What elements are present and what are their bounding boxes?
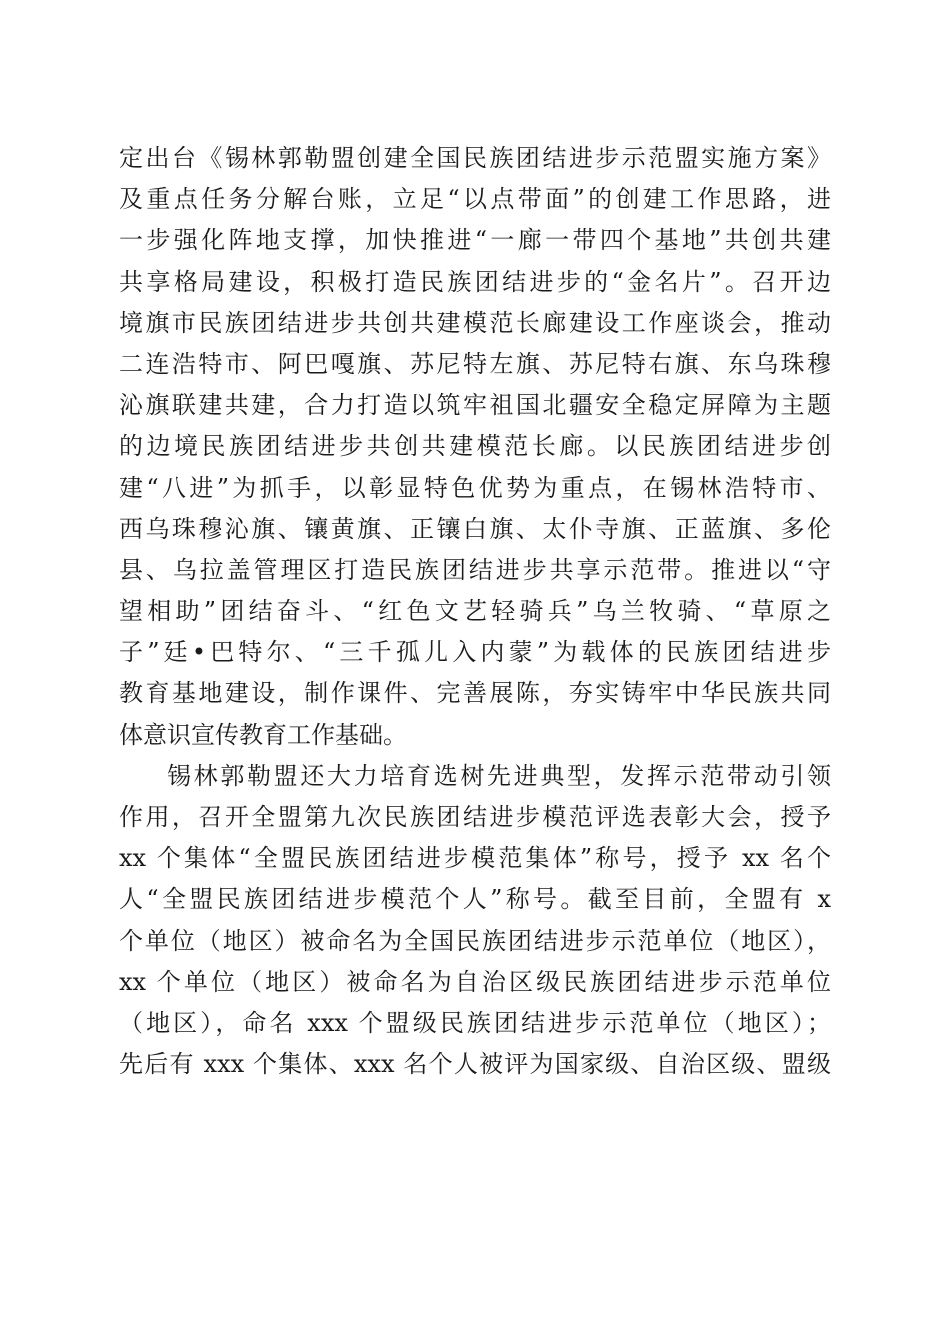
text-line: 沁旗联建共建，合力打造以筑牢祖国北疆安全稳定屏障为主题 <box>119 391 831 420</box>
paragraph-2 <box>119 756 831 1086</box>
text-line: 建“八进”为抓手，以彰显特色优势为重点，在锡林浩特市、 <box>119 473 831 502</box>
text-line: 子”廷•巴特尔、“三千孤儿入内蒙”为载体的民族团结进步 <box>119 638 831 667</box>
text-line: 锡林郭勒盟还大力培育选树先进典型，发挥示范带动引领 <box>167 761 831 790</box>
text-line: 定出台《锡林郭勒盟创建全国民族团结进步示范盟实施方案》 <box>119 144 831 172</box>
text-line: 及重点任务分解台账，立足“以点带面”的创建工作思路，进 <box>119 185 831 214</box>
text-line: xx 个集体“全盟民族团结进步模范集体”称号，授予 xx 名个 <box>119 844 831 873</box>
text-line: 二连浩特市、阿巴嘎旗、苏尼特左旗、苏尼特右旗、东乌珠穆 <box>119 349 831 378</box>
text-line: xx 个单位（地区）被命名为自治区级民族团结进步示范单位 <box>119 967 831 996</box>
text-line: 共享格局建设，积极打造民族团结进步的“金名片”。召开边 <box>119 267 831 296</box>
text-line: 先后有 xxx 个集体、xxx 名个人被评为国家级、自治区级、盟级 <box>119 1050 831 1079</box>
text-line: 体意识宣传教育工作基础。 <box>119 720 407 749</box>
text-line: 的边境民族团结进步共创共建模范长廊。以民族团结进步创 <box>119 432 831 461</box>
text-line: 县、乌拉盖管理区打造民族团结进步共享示范带。推进以“守 <box>119 555 831 584</box>
paragraph-1 <box>119 138 831 756</box>
text-line: 西乌珠穆沁旗、镶黄旗、正镶白旗、太仆寺旗、正蓝旗、多伦 <box>119 514 831 543</box>
text-line: 境旗市民族团结进步共创共建模范长廊建设工作座谈会，推动 <box>119 308 831 337</box>
text-line: 一步强化阵地支撑，加快推进“一廊一带四个基地”共创共建 <box>119 226 831 255</box>
text-line: 望相助”团结奋斗、“红色文艺轻骑兵”乌兰牧骑、“草原之 <box>119 597 831 626</box>
text-line: 作用，召开全盟第九次民族团结进步模范评选表彰大会，授予 <box>119 803 831 831</box>
text-line: （地区），命名 xxx 个盟级民族团结进步示范单位（地区）； <box>119 1008 831 1037</box>
text-line: 个单位（地区）被命名为全国民族团结进步示范单位（地区）， <box>119 926 831 955</box>
text-line: 教育基地建设，制作课件、完善展陈，夯实铸牢中华民族共同 <box>119 679 831 708</box>
text-line: 人“全盟民族团结进步模范个人”称号。截至目前，全盟有 x <box>119 885 831 914</box>
document-body <box>119 138 831 1085</box>
